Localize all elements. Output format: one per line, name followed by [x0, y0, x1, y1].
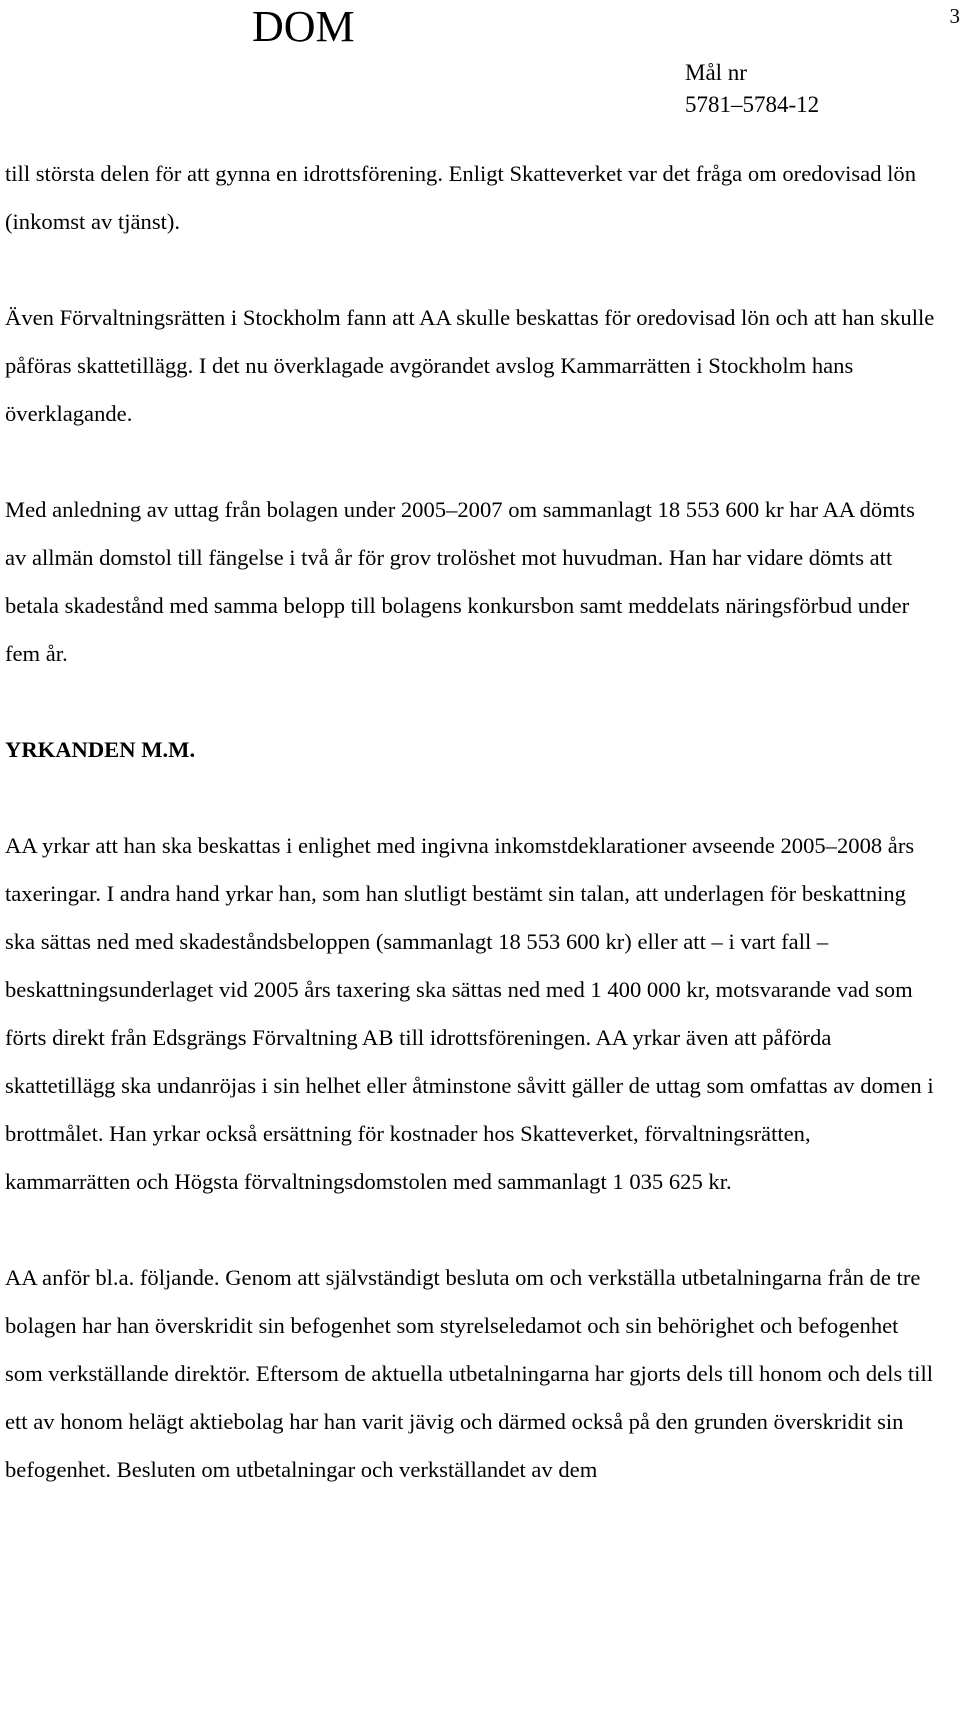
paragraph-5: AA anför bl.a. följande. Genom att självständigt besluta om och verkställa utbetalningarna från de tre bolagen har han överskridit sin befogenhet som styrelseledamot och sin behörighet och befogenhet som verkställande direktör. Eftersom de aktuella utbetalningarna har gjorts dels till honom och dels till ett av honom helägt aktiebolag har han varit jävig och därmed också på den grunden överskridit sin befogenhet. Besluten om utbetalningar och verkställandet av dem: [5, 1265, 933, 1482]
section-heading: YRKANDEN M.M.: [5, 737, 196, 762]
page-title: DOM: [252, 2, 355, 51]
case-label: Mål nr: [685, 60, 747, 85]
document-body: [5, 150, 935, 1494]
case-number-box: [685, 57, 819, 121]
case-numbers: 5781–5784-12: [685, 92, 820, 117]
page-number: 3: [949, 4, 960, 28]
paragraph-2: Även Förvaltningsrätten i Stockholm fann att AA skulle beskattas för oredovisad lön och att han skulle påföras skattetillägg. I det nu överklagade avgörandet avslog Kammarrätten i Stockholm hans överklagande.: [5, 305, 935, 426]
paragraph-3: Med anledning av uttag från bolagen under 2005–2007 om sammanlagt 18 553 600 kr har AA dömts av allmän domstol till fängelse i två år för grov trolöshet mot huvudman. Han har vidare dömts att betala skadestånd med samma belopp till bolagens konkursbon samt meddelats näringsförbud under fem år.: [5, 497, 915, 666]
paragraph-4: AA yrkar att han ska beskattas i enlighet med ingivna inkomstdeklarationer avseende 2005–2008 års taxeringar. I andra hand yrkar han, som han slutligt bestämt sin talan, att underlagen för beskattning ska sättas ned med skadeståndsbeloppen (sammanlagt 18 553 600 kr) eller att – i vart fall – beskattningsunderlaget vid 2005 års taxering ska sättas ned med 1 400 000 kr, motsvarande vad som förts direkt från Edsgrängs Förvaltning AB till idrottsföreningen. AA yrkar även att påförda skattetillägg ska undanröjas i sin helhet eller åtminstone såvitt gäller de uttag som omfattas av domen i brottmålet. Han yrkar också ersättning för kostnader hos Skatteverket, förvaltningsrätten, kammarrätten och Högsta förvaltningsdomstolen med sammanlagt 1 035 625 kr.: [5, 833, 934, 1194]
paragraph-1: till största delen för att gynna en idrottsförening. Enligt Skatteverket var det fråga om oredovisad lön (inkomst av tjänst).: [5, 161, 917, 234]
